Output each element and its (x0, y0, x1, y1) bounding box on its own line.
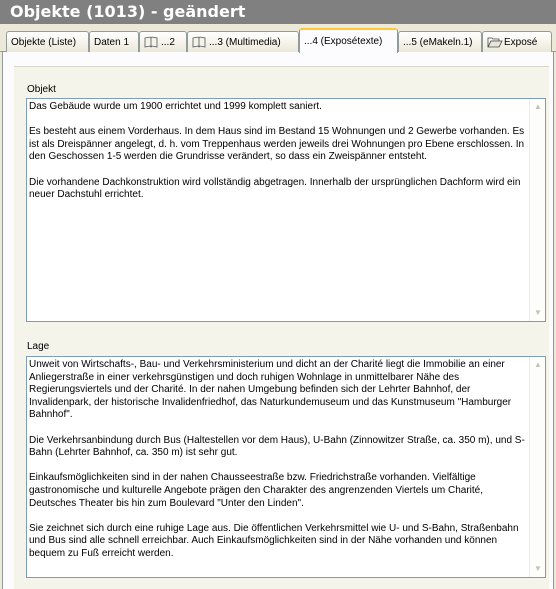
tab-label: ...2 (161, 36, 175, 48)
tab-objekte-liste[interactable] (6, 31, 89, 52)
book-icon (144, 36, 158, 48)
lage-text (29, 359, 527, 575)
tab-3-multimedia[interactable] (187, 31, 299, 52)
tab-label: Daten 1 (94, 36, 130, 48)
objekt-paragraph: Es besteht aus einem Vorderhaus. In dem Haus sind im Bestand 15 Wohnungen und 2 Gewerbe vorhanden. Es ist als Dreispänner angelegt, d. h. vom Treppenhaus werden jeweils drei Wohnungen pro Ebene erschlossen. In den Geschossen 1-5 werden die Grundrisse verändert, so dass ein Zweispänner entsteht. (29, 126, 525, 163)
scroll-down-icon[interactable]: ▼ (534, 308, 542, 317)
tab-expose[interactable] (482, 31, 552, 52)
tab-2[interactable] (139, 31, 187, 52)
lage-paragraph: Unweit von Wirtschafts-, Bau- und Verkehrsministerium und dicht an der Charité liegt die Immobilie an einer Anliegerstraße in einer verkehrsgünstigen und doch ruhigen Wohnlage in unmittelbarer Nähe des Regierungsviertels und der Charité. In der nahen Umgebung befinden sich der Lehrter Bahnhof, der Invalidenpark, der historische Invalidenfriedhof, das Naturkundemuseum und das Kunstmuseum "Hamburger Bahnhof". (29, 359, 512, 421)
window-title: Objekte (1013) - geändert (0, 0, 556, 24)
scroll-up-icon[interactable]: ▲ (534, 360, 542, 369)
lage-scrollbar[interactable] (529, 357, 545, 577)
lage-paragraph: Einkaufsmöglichkeiten sind in der nahen Chausseestraße bzw. Friedrichstraße vorhanden. Vielfältige gastronomische und kulturelle Angebote prägen den Charakter des angrenzenden Viertels um Charité, Deutsches Theater bis hin zum Boulevard "Unter den Linden". (29, 472, 483, 509)
objekt-text (29, 101, 527, 319)
tab-label: Objekte (Liste) (11, 36, 77, 48)
tab-daten-1[interactable] (89, 31, 139, 52)
objekt-label: Objekt (27, 84, 56, 95)
lage-paragraph: Sie zeichnet sich durch eine ruhige Lage aus. Die öffentlichen Verkehrsmittel wie U- und S-Bahn, Straßenbahn und Bus sind alle schnell erreichbar. Auch Einkaufsmöglichkeiten sind in der Nähe vorhanden und können bequem zu Fuß erreicht werden. (29, 522, 519, 559)
tab-label: ...4 (Exposétexte) (304, 36, 383, 47)
content-area (14, 66, 549, 589)
book-icon (192, 36, 206, 48)
scroll-down-icon[interactable]: ▼ (534, 564, 542, 573)
objekt-paragraph: Das Gebäude wurde um 1900 errichtet und 1999 komplett saniert. (29, 101, 322, 112)
tab-label: ...5 (eMakeln.1) (403, 36, 473, 48)
tab-4-exposetexte[interactable] (299, 28, 398, 53)
tab-label: ...3 (Multimedia) (209, 36, 281, 48)
tab-5-emakeln[interactable] (398, 31, 482, 52)
lage-textarea[interactable] (26, 356, 546, 578)
lage-paragraph: Die Verkehrsanbindung durch Bus (Haltestellen vor dem Haus), U-Bahn (Zinnowitzer Straße, ca. 350 m), und S-Bahn (Lehrter Bahnhof, ca. 350 m) ist sehr gut. (29, 434, 525, 459)
folder-open-icon (487, 36, 501, 48)
scroll-up-icon[interactable]: ▲ (534, 102, 542, 111)
objekt-scrollbar[interactable] (529, 99, 545, 321)
objekt-textarea[interactable] (26, 98, 546, 322)
lage-label: Lage (27, 341, 50, 352)
tab-label: Exposé (504, 36, 538, 48)
tab-panel (2, 52, 554, 589)
objekt-paragraph: Die vorhandene Dachkonstruktion wird vollständig abgetragen. Innerhalb der ursprünglichen Dachform wird ein neuer Dachstuhl errichtet. (29, 176, 521, 201)
